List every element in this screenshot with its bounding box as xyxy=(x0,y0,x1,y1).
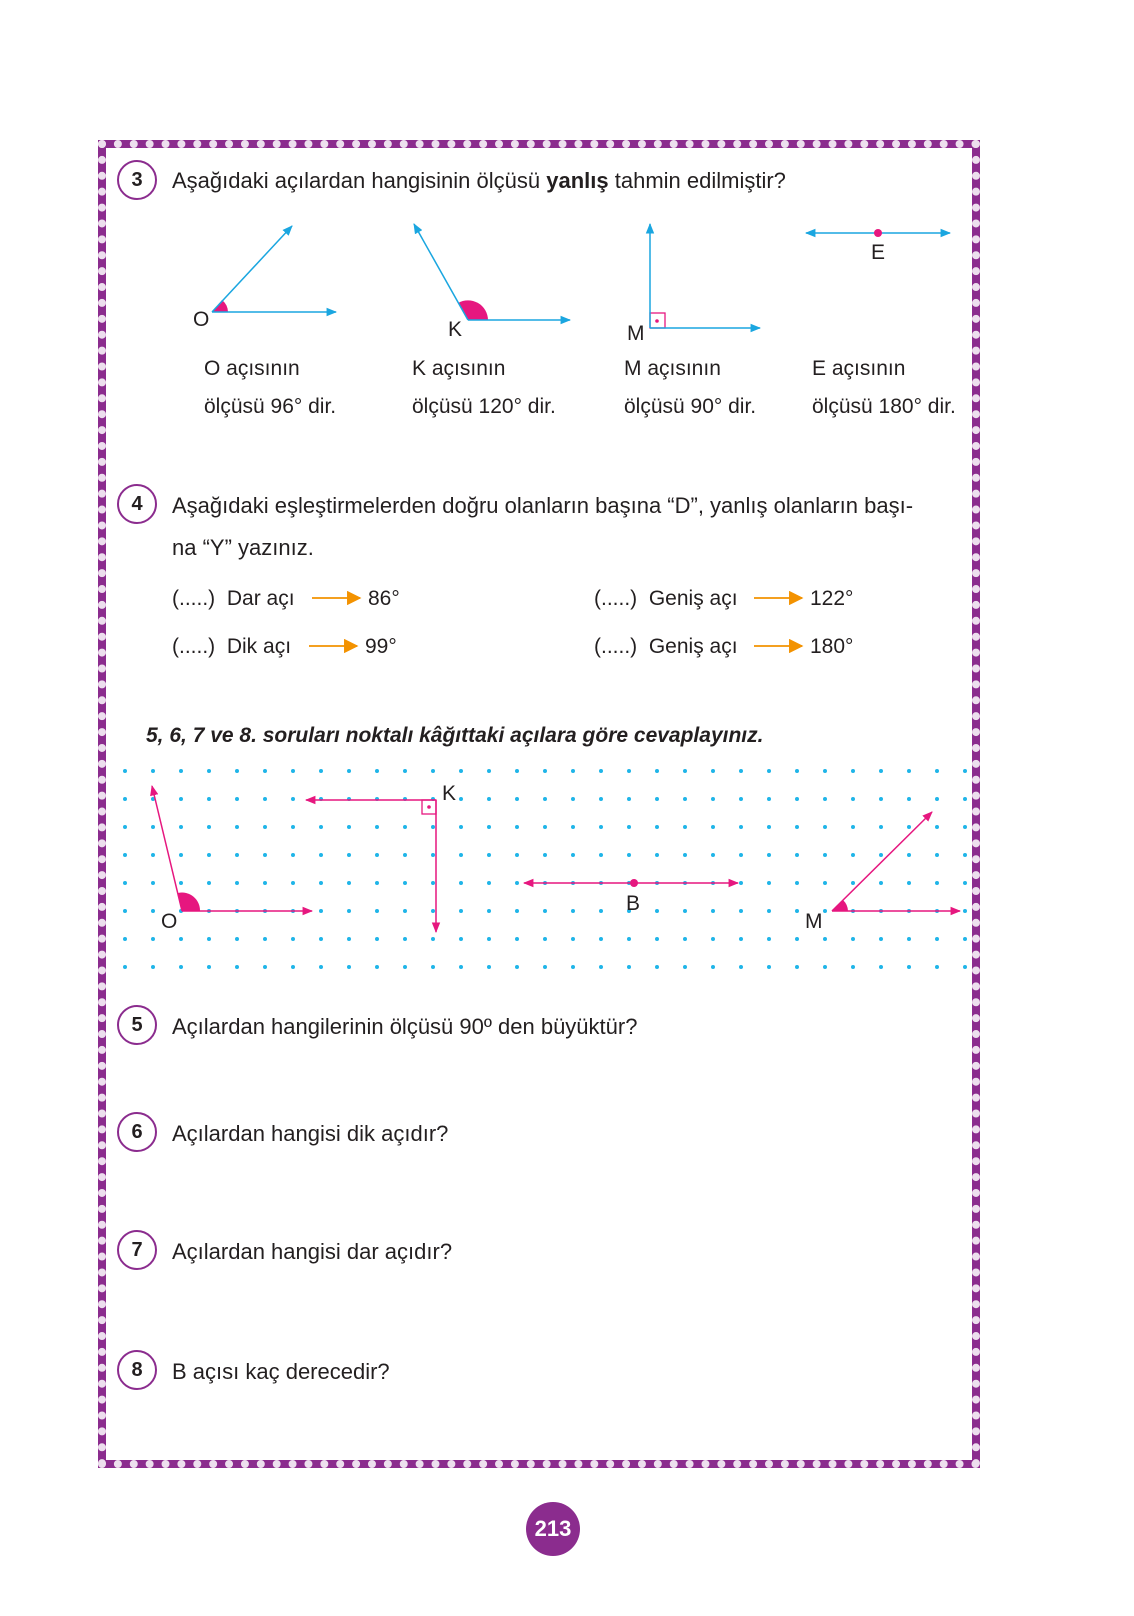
q4-item-3-blank[interactable]: (.....) xyxy=(172,635,216,658)
q4-item-1-value: 86° xyxy=(368,587,400,610)
angle-k-caption-line2: ölçüsü 120° dir. xyxy=(412,395,556,418)
q4-item-2-value: 122° xyxy=(810,587,854,610)
question-4-line1: Aşağıdaki eşleştirmelerden doğru olanların başına “D”, yanlış olanların başı- xyxy=(172,493,914,518)
q4-item-2-name: Geniş açı xyxy=(648,587,738,610)
question-6-text: Açılardan hangisi dik açıdır? xyxy=(172,1121,449,1146)
angle-m-label: M xyxy=(627,322,645,345)
grid-label-b: B xyxy=(626,892,641,915)
q4-item-4-name: Geniş açı xyxy=(648,635,738,658)
question-number-5: 5 xyxy=(117,1005,157,1045)
angle-o-label: O xyxy=(193,308,210,331)
question-3-text-pre: Aşağıdaki açılardan hangisinin ölçüsü xyxy=(172,168,547,193)
question-3-text-bold: yanlış xyxy=(546,168,609,193)
angle-m-caption-line2: ölçüsü 90° dir. xyxy=(624,395,757,418)
question-3-text-post: tahmin edilmiştir? xyxy=(608,168,786,193)
angle-k-label: K xyxy=(448,318,463,341)
page-number: 213 xyxy=(526,1502,580,1556)
question-number-6: 6 xyxy=(117,1112,157,1152)
q4-item-1-name: Dar açı xyxy=(226,587,295,610)
q4-item-2-blank[interactable]: (.....) xyxy=(594,587,638,610)
angle-e-caption-line2: ölçüsü 180° dir. xyxy=(812,395,956,418)
grid-label-k: K xyxy=(442,782,457,805)
q4-item-3-name: Dik açı xyxy=(226,635,292,658)
q4-item-1-blank[interactable]: (.....) xyxy=(172,587,216,610)
question-7-text: Açılardan hangisi dar açıdır? xyxy=(172,1239,453,1264)
question-number-3: 3 xyxy=(117,160,157,200)
section-instruction: 5, 6, 7 ve 8. soruları noktalı kâğıttaki açılara göre cevaplayınız. xyxy=(146,724,764,747)
angle-k-caption-line1: K açısının xyxy=(412,357,506,380)
question-number-7: 7 xyxy=(117,1230,157,1270)
angle-o-caption-line2: ölçüsü 96° dir. xyxy=(204,395,337,418)
angle-e-caption-line1: E açısının xyxy=(812,357,906,380)
question-5-text: Açılardan hangilerinin ölçüsü 90º den büyüktür? xyxy=(172,1014,638,1039)
q4-item-4-value: 180° xyxy=(810,635,854,658)
question-8-text: B açısı kaç derecedir? xyxy=(172,1359,390,1384)
angle-e-label: E xyxy=(871,241,886,264)
q4-item-4-blank[interactable]: (.....) xyxy=(594,635,638,658)
question-number-4: 4 xyxy=(117,484,157,524)
question-4-line2: na “Y” yazınız. xyxy=(172,535,314,560)
grid-label-m: M xyxy=(805,910,823,933)
question-number-8: 8 xyxy=(117,1350,157,1390)
angle-o-caption-line1: O açısının xyxy=(204,357,300,380)
angle-m-caption-line1: M açısının xyxy=(624,357,721,380)
q4-item-3-value: 99° xyxy=(365,635,397,658)
grid-label-o: O xyxy=(161,910,178,933)
